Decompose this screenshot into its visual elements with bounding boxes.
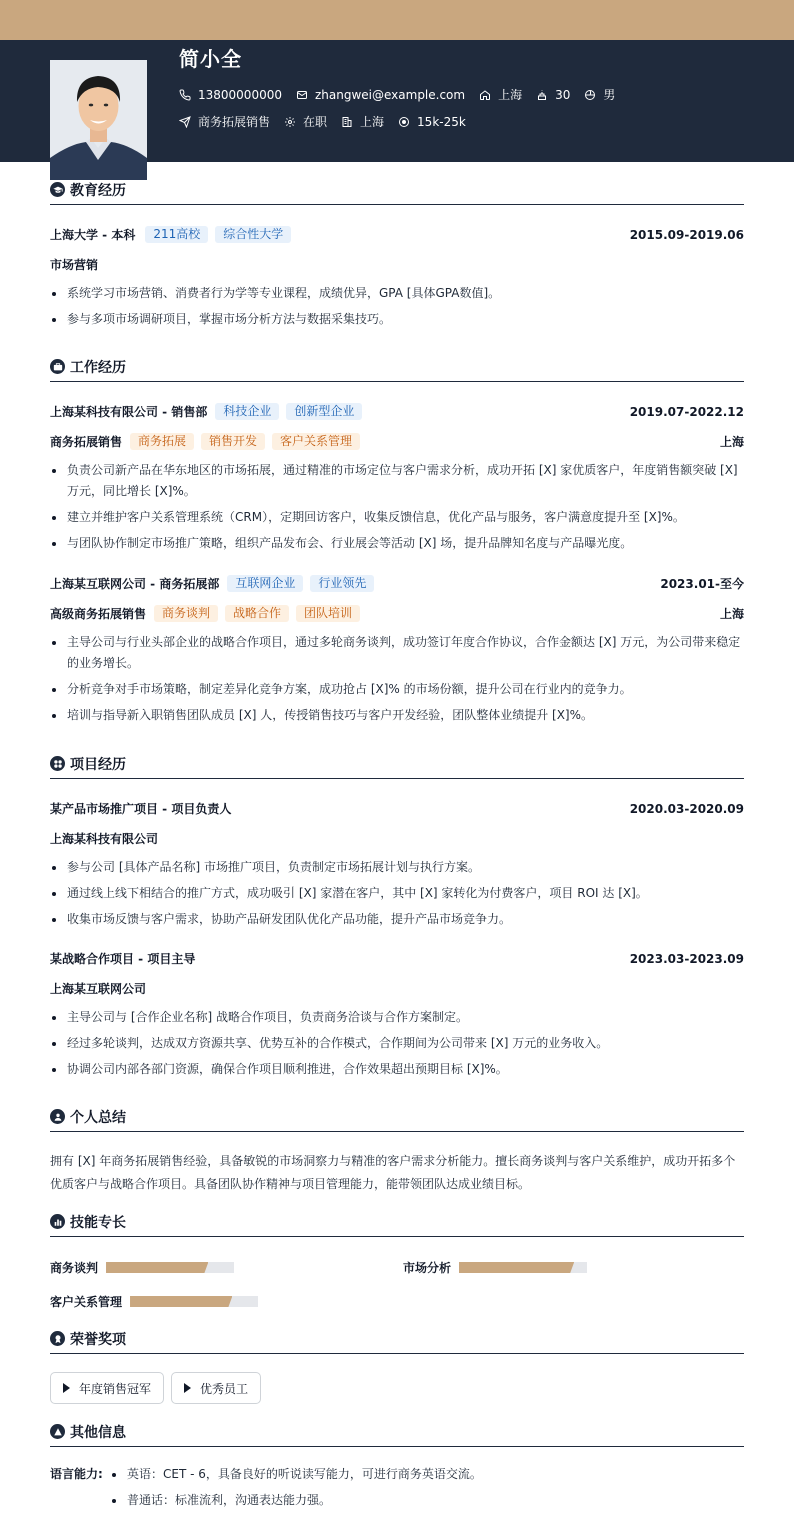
skill-bar xyxy=(106,1262,234,1273)
project-bullets xyxy=(50,857,744,935)
list-item: 参与多项市场调研项目，掌握市场分析方法与数据采集技巧。 xyxy=(50,309,744,330)
award-chip xyxy=(171,1372,261,1404)
work-role-row xyxy=(50,605,744,622)
project-title-row xyxy=(50,800,744,817)
project-org-row xyxy=(50,830,744,847)
skill-bar xyxy=(130,1296,258,1307)
mail-icon xyxy=(296,89,308,101)
play-icon xyxy=(184,1383,191,1393)
role-tag: 团队培训 xyxy=(296,605,360,622)
candidate-name: 简小全 xyxy=(179,47,242,71)
graduation-cap-icon xyxy=(50,182,65,197)
project-period: 2020.03-2020.09 xyxy=(629,801,744,816)
education-period: 2015.09-2019.06 xyxy=(629,227,744,242)
skill-bar-fill xyxy=(130,1296,232,1307)
email-text: zhangwei@example.com xyxy=(314,87,466,102)
award-chip xyxy=(50,1372,164,1404)
language-label: 语言能力: xyxy=(50,1467,103,1481)
section-title: 荣誉奖项 xyxy=(70,1331,126,1348)
coin-icon xyxy=(398,116,410,128)
list-item: 分析竞争对手市场策略，制定差异化竞争方案，成功抢占 [X]% 的市场份额，提升公司在行业内的竞争力。 xyxy=(50,679,744,700)
city-info xyxy=(341,113,384,130)
location-info xyxy=(479,86,522,103)
work-company-row xyxy=(50,403,744,420)
project-bullets xyxy=(50,1007,744,1085)
skill-name: 市场分析 xyxy=(403,1261,452,1275)
summary-section-header xyxy=(50,1108,744,1132)
gender-info xyxy=(584,86,615,103)
company-tag: 科技企业 xyxy=(215,403,279,420)
list-item: 英语：CET - 6，具备良好的听说读写能力，可进行商务英语交流。 xyxy=(110,1464,482,1485)
location-text: 上海 xyxy=(498,88,523,102)
section-title: 技能专长 xyxy=(70,1214,126,1231)
position-text: 商务拓展销售 xyxy=(198,115,271,129)
work-city: 上海 xyxy=(719,435,744,449)
work-bullets xyxy=(50,460,744,559)
section-title: 项目经历 xyxy=(70,756,126,773)
list-item: 经过多轮谈判，达成双方资源共享、优势互补的合作模式，合作期间为公司带来 [X] 万元的业务收入。 xyxy=(50,1033,744,1054)
top-accent-bar xyxy=(0,0,794,40)
role-tag: 战略合作 xyxy=(225,605,289,622)
role-tag: 商务拓展 xyxy=(130,433,194,450)
gender-icon xyxy=(584,89,596,101)
project-period: 2023.03-2023.09 xyxy=(629,951,744,966)
project-org: 上海某互联网公司 xyxy=(50,982,147,996)
company-tag: 创新型企业 xyxy=(286,403,362,420)
info-icon xyxy=(50,1424,65,1439)
email-info xyxy=(296,88,465,102)
list-item: 系统学习市场营销、消费者行为学等专业课程，成绩优异，GPA [具体GPA数值]。 xyxy=(50,283,744,304)
school-tag: 综合性大学 xyxy=(215,226,291,243)
avatar xyxy=(50,60,147,180)
summary-text: 拥有 [X] 年商务拓展销售经验，具备敏锐的市场洞察力与精准的客户需求分析能力。擅长商务谈判与客户关系维护，成功开拓多个优质客户与战略合作项目。具备团队协作精神与项目管理能力，能带领团队达成业绩目标。 xyxy=(50,1154,736,1191)
grid-icon xyxy=(50,756,65,771)
major-row xyxy=(50,256,744,273)
status-info xyxy=(284,113,327,130)
section-title: 个人总结 xyxy=(70,1109,126,1126)
role-name: 高级商务拓展销售 xyxy=(50,607,147,621)
status-text: 在职 xyxy=(303,115,328,129)
send-icon xyxy=(179,116,191,128)
role-name: 商务拓展销售 xyxy=(50,435,123,449)
salary-info xyxy=(398,115,466,129)
gear-icon xyxy=(284,116,296,128)
role-tag: 销售开发 xyxy=(201,433,265,450)
skill-name: 商务谈判 xyxy=(50,1261,99,1275)
skills-section-header xyxy=(50,1213,744,1237)
list-item: 负责公司新产品在华东地区的市场拓展，通过精准的市场定位与客户需求分析，成功开拓 [X] 家优质客户，年度销售额突破 [X] 万元，同比增长 [X]%。 xyxy=(50,460,744,502)
skill-name: 客户关系管理 xyxy=(50,1295,123,1309)
company-tag: 行业领先 xyxy=(310,575,374,592)
job-intent-row xyxy=(179,113,480,130)
phone-icon xyxy=(179,89,191,101)
education-row xyxy=(50,226,744,243)
awards-section-header xyxy=(50,1330,744,1354)
major-name: 市场营销 xyxy=(50,258,99,272)
list-item: 培训与指导新入职销售团队成员 [X] 人，传授销售技巧与客户开发经验，团队整体业绩提升 [X]%。 xyxy=(50,705,744,726)
list-item: 协调公司内部各部门资源，确保合作项目顺利推进，合作效果超出预期目标 [X]%。 xyxy=(50,1059,744,1080)
project-org-row xyxy=(50,980,744,997)
age-info xyxy=(536,88,570,102)
skill-bar-fill xyxy=(106,1262,208,1273)
position-info xyxy=(179,113,270,130)
school-tag: 211高校 xyxy=(145,226,208,243)
list-item: 普通话：标准流利，沟通表达能力强。 xyxy=(110,1490,482,1511)
award-label: 优秀员工 xyxy=(200,1381,249,1396)
list-item: 建立并维护客户关系管理系统（CRM），定期回访客户，收集反馈信息，优化产品与服务，客户满意度提升至 [X]%。 xyxy=(50,507,744,528)
work-period: 2019.07-2022.12 xyxy=(629,404,744,419)
list-item: 通过线上线下相结合的推广方式，成功吸引 [X] 家潜在客户，其中 [X] 家转化为付费客户，项目 ROI 达 [X]。 xyxy=(50,883,744,904)
project-title: 某产品市场推广项目 - 项目负责人 xyxy=(50,802,232,816)
section-title: 工作经历 xyxy=(70,359,126,376)
role-tag: 商务谈判 xyxy=(154,605,218,622)
cake-icon xyxy=(536,89,548,101)
education-section-header xyxy=(50,181,744,205)
contact-row xyxy=(179,86,629,103)
project-org: 上海某科技有限公司 xyxy=(50,832,159,846)
home-icon xyxy=(479,89,491,101)
company-name: 上海某互联网公司 - 商务拓展部 xyxy=(50,577,220,591)
work-section-header xyxy=(50,358,744,382)
section-title: 其他信息 xyxy=(70,1424,126,1441)
work-company-row xyxy=(50,575,744,592)
profile-header xyxy=(0,40,794,162)
work-bullets xyxy=(50,632,744,731)
user-icon xyxy=(50,1109,65,1124)
company-name: 上海某科技有限公司 - 销售部 xyxy=(50,405,208,419)
skill-bar-fill xyxy=(459,1262,574,1273)
company-tag: 互联网企业 xyxy=(227,575,303,592)
school-name: 上海大学 - 本科 xyxy=(50,228,136,242)
gender-text: 男 xyxy=(603,88,616,102)
work-period: 2023.01-至今 xyxy=(660,577,744,591)
other-section-header xyxy=(50,1423,744,1447)
work-role-row xyxy=(50,433,744,450)
list-item: 主导公司与 [合作企业名称] 战略合作项目，负责商务洽谈与合作方案制定。 xyxy=(50,1007,744,1028)
skill-item xyxy=(50,1293,258,1310)
skill-item xyxy=(403,1259,587,1276)
list-item: 主导公司与行业头部企业的战略合作项目，通过多轮商务谈判，成功签订年度合作协议，合作金额达 [X] 万元，为公司带来稳定的业务增长。 xyxy=(50,632,744,674)
phone-text: 13800000000 xyxy=(198,87,282,102)
education-bullets xyxy=(50,283,744,335)
building-icon xyxy=(341,116,353,128)
briefcase-icon xyxy=(50,359,65,374)
projects-section-header xyxy=(50,755,744,779)
salary-text: 15k-25k xyxy=(417,114,466,129)
role-tag: 客户关系管理 xyxy=(272,433,360,450)
list-item: 与团队协作制定市场推广策略，组织产品发布会、行业展会等活动 [X] 场，提升品牌知名度与产品曝光度。 xyxy=(50,533,744,554)
award-icon xyxy=(50,1331,65,1346)
skill-item xyxy=(50,1259,234,1276)
award-label: 年度销售冠军 xyxy=(79,1381,152,1396)
list-item: 收集市场反馈与客户需求，协助产品研发团队优化产品功能，提升产品市场竞争力。 xyxy=(50,909,744,930)
chart-icon xyxy=(50,1214,65,1229)
section-title: 教育经历 xyxy=(70,182,126,199)
list-item: 参与公司 [具体产品名称] 市场推广项目，负责制定市场拓展计划与执行方案。 xyxy=(50,857,744,878)
city-text: 上海 xyxy=(360,115,385,129)
skill-bar xyxy=(459,1262,587,1273)
age-text: 30 xyxy=(555,87,571,102)
project-title: 某战略合作项目 - 项目主导 xyxy=(50,952,196,966)
play-icon xyxy=(63,1383,70,1393)
work-city: 上海 xyxy=(719,607,744,621)
language-list xyxy=(110,1464,482,1516)
project-title-row xyxy=(50,950,744,967)
phone-info xyxy=(179,88,282,102)
